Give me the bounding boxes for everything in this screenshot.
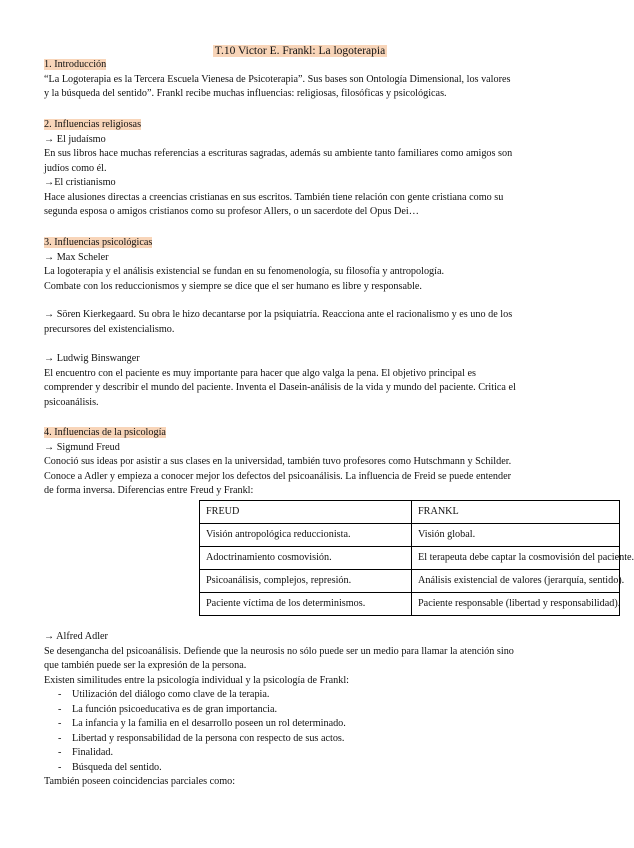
paragraph-line: Hace alusiones directas a creencias cristianas en sus escritos. También tiene relación con gente cristiana como su: [44, 191, 504, 203]
table-cell: Visión global.: [412, 524, 620, 547]
list-item: - Búsqueda del sentido.: [44, 761, 552, 776]
paragraph-line: “La Logoterapia es la Tercera Escuela Vienesa de Psicoterapia”. Sus bases son Ontología Dimensional, los valores: [44, 73, 511, 85]
table-cell: Paciente responsable (libertad y responsabilidad).: [412, 593, 620, 616]
paragraph-line: Se desengancha del psicoanálisis. Defiende que la neurosis no sólo puede ser un medio para llamar la atención sino: [44, 645, 514, 657]
table-row: [200, 570, 620, 593]
paragraph-line: precursores del existencialismo.: [44, 323, 175, 335]
table-header-cell: FREUD: [200, 501, 412, 524]
table-row: [200, 547, 620, 570]
paragraph-line: comprender y describir el mundo del paciente. Inventa el Dasein-análisis de la vida y mundo del paciente. Critica el: [44, 382, 516, 393]
paragraph-line: judíos como él.: [44, 162, 107, 174]
paragraph-line: que también puede ser la expresión de la persona.: [44, 660, 247, 671]
similarities-list: [44, 688, 552, 775]
table-cell: Psicoanálisis, complejos, represión.: [200, 570, 412, 593]
table-cell: Visión antropológica reduccionista.: [200, 524, 412, 547]
adler-block: [44, 630, 552, 790]
subheading: →El cristianismo: [44, 177, 116, 188]
table-header-cell: FRANKL: [412, 501, 620, 524]
subheading: → Max Scheler: [44, 251, 109, 263]
subheading: → Sigmund Freud: [44, 441, 120, 453]
section-introduccion: [44, 58, 552, 102]
list-item: - Finalidad.: [44, 746, 552, 761]
section-heading: 2. Influencias religiosas: [44, 119, 142, 130]
paragraph-line: El encuentro con el paciente es muy importante para hacer que algo valga la pena. El objetivo principal es: [44, 367, 476, 379]
table-row: [200, 593, 620, 616]
document-title: [0, 44, 600, 58]
paragraph-line: Existen similitudes entre la psicología individual y la psicología de Frankl:: [44, 674, 350, 686]
paragraph-line: Conoce a Adler y empieza a conocer mejor los defectos del psicoanálisis. La influencia de Freid se puede entender: [44, 470, 512, 482]
paragraph-line: En sus libros hace muchas referencias a escrituras sagradas, además su ambiente tanto familiares como amigos son: [44, 148, 513, 159]
paragraph-line: También poseen coincidencias parciales como:: [44, 776, 236, 787]
table-cell: Análisis existencial de valores (jerarquía, sentido).: [412, 570, 620, 593]
paragraph-line: y la búsqueda del sentido”. Frankl recibe muchas influencias: religiosas, filosóficas y psicológicas.: [44, 88, 447, 99]
paragraph-line: psicoanálisis.: [44, 396, 99, 408]
paragraph-line: Conoció sus ideas por asistir a sus clases en la universidad, también tuvo profesores como Hutschmann y Schilder.: [44, 456, 512, 467]
paragraph-line: segunda esposa o amigos cristianos como su profesor Allers, o un sacerdote del Opus Dei…: [44, 206, 419, 217]
section-influencias-psicologia: [44, 426, 552, 499]
list-item: - Utilización del diálogo como clave de la terapia.: [44, 688, 552, 703]
document-title-text: T.10 Victor E. Frankl: La logoterapia: [214, 45, 386, 57]
table-header-row: [200, 501, 620, 524]
subheading: → Alfred Adler: [44, 631, 108, 642]
kierkegaard-paragraph: [44, 308, 552, 337]
table-row: [200, 524, 620, 547]
section-influencias-religiosas: [44, 118, 552, 220]
subheading: → Ludwig Binswanger: [44, 353, 140, 364]
list-item: - La infancia y la familia en el desarrollo poseen un rol determinado.: [44, 717, 552, 732]
paragraph-line: La logoterapia y el análisis existencial se fundan en su fenomenología, su filosofía y antropología.: [44, 266, 445, 277]
binswanger-block: [44, 352, 552, 410]
list-item: - La función psicoeducativa es de gran importancia.: [44, 703, 552, 718]
paragraph-line: de forma inversa. Diferencias entre Freud y Frankl:: [44, 485, 254, 496]
table-cell: Paciente víctima de los determinismos.: [200, 593, 412, 616]
table-cell: El terapeuta debe captar la cosmovisión del paciente.: [412, 547, 620, 570]
section-heading: 1. Introducción: [44, 59, 107, 70]
table-cell: Adoctrinamiento cosmovisión.: [200, 547, 412, 570]
paragraph-line: Combate con los reduccionismos y siempre se dice que el ser humano es libre y responsable.: [44, 280, 422, 292]
freud-frankl-table: [199, 500, 634, 616]
list-item: - Libertad y responsabilidad de la persona con respecto de sus actos.: [44, 732, 552, 747]
section-influencias-psicologicas: [44, 236, 552, 294]
section-heading: 4. Influencias de la psicología: [44, 427, 166, 438]
subheading: → El judaísmo: [44, 133, 106, 145]
paragraph-line: → Sören Kierkegaard. Su obra le hizo decantarse por la psiquiatría. Reacciona ante el racionalismo y es uno de los: [44, 309, 513, 320]
section-heading: 3. Influencias psicológicas: [44, 237, 153, 248]
